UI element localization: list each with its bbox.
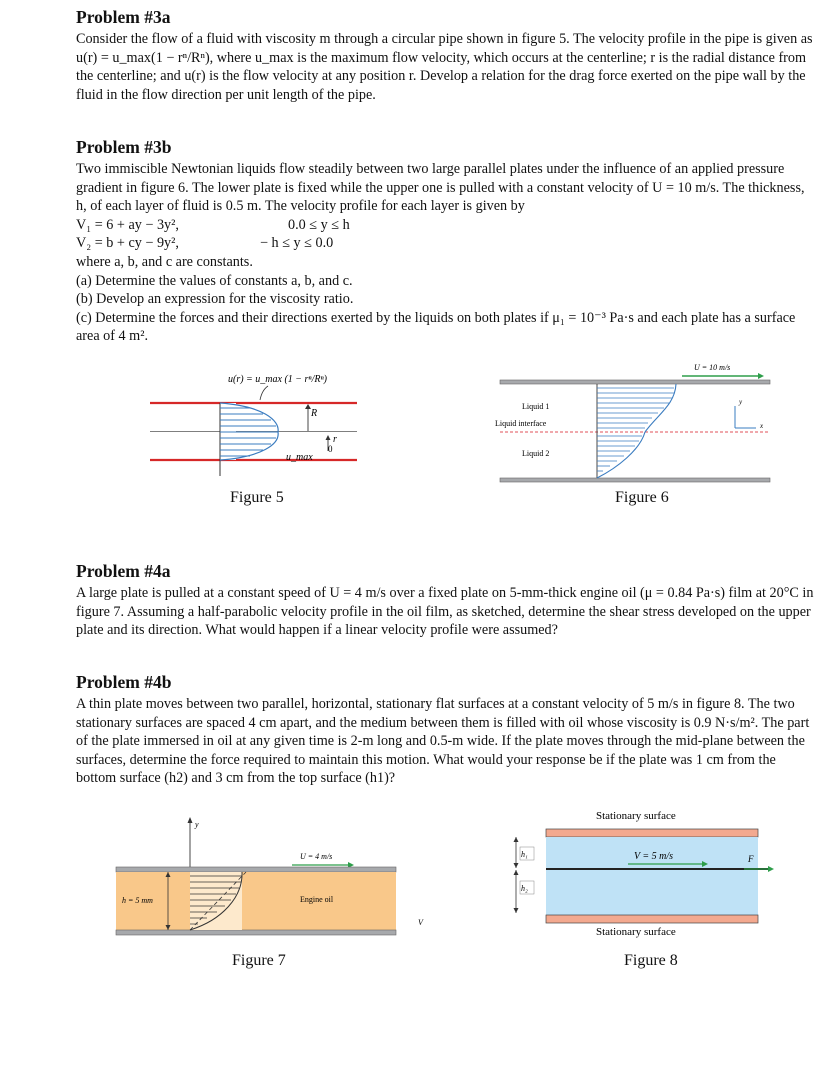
velocity-arrowhead [758,373,764,379]
problem-4b-body: A thin plate moves between two parallel, horizontal, stationary flat surfaces at a constant velocity of 5 m/s in figure 8. The two stationary surfaces are spaced 4 cm apart, and the medium between them is filled with oil whose viscosity is 0.9 N·s/m². The part of the plate immersed in oil at any given time is 2-m long and 0.5-m wide. If the plate moves through the mid-plane between the surfaces, determine the force required to maintain this motion. What would your response be if the plate was 1 cm from the bottom surface (h2) and 3 cm from the top surface (h1)? [76,696,810,787]
figure-6-caption: Figure 6 [615,489,669,506]
label-h2: h₂ [521,884,528,893]
label-R: R [311,408,318,419]
figure-5-pipe-diagram [150,360,380,490]
equation-2-range: − h ≤ y ≤ 0.0 [260,235,334,252]
y-axis-arrowhead [188,817,193,823]
label-zero: 0 [328,444,333,454]
label-r: r [333,434,337,445]
question-a: (a) Determine the values of constants a, b, and c. [76,272,353,289]
liquid-1-label: Liquid 1 [522,402,550,411]
axis-x-label: x [760,422,764,430]
equation-1 [76,216,816,235]
figure-6-velocity-label: U = 10 m/s [694,363,731,372]
profile-region [190,872,242,930]
upper-moving-plate [500,380,770,384]
figure-7-oil-film-diagram [112,812,432,942]
force-label: F [748,854,754,864]
label-h1: h₁ [521,850,528,859]
upper-profile-arrows [597,388,674,428]
figure-8-caption: Figure 8 [624,952,678,969]
problem-3b-body: Two immiscible Newtonian liquids flow steadily between two large parallel plates under the influence of an applied pressure gradient in figure 6. The lower plate is fixed while the upper one is pulled with a constant velocity of U = 10 m/s. The thickness, h, of each layer of fluid is 0.5 m. The velocity profile for each layer is given by [76,161,805,215]
axis-y-label: y [195,820,199,829]
formula-leader-line [260,386,268,400]
constants-note: where a, b, and c are constants. [76,253,253,270]
equation-1-range: 0.0 ≤ y ≤ h [288,216,350,233]
force-arrowhead [768,866,774,872]
h1-arrowhead-top [514,837,519,842]
equation-2 [76,234,816,253]
lower-fixed-plate [500,478,770,482]
h2-arrowhead-bottom [514,908,519,913]
upper-moving-plate [116,867,396,872]
axis-y-label: y [739,398,743,406]
equation-2-expr: V₂ = b + cy − 9y², [76,235,179,252]
problem-3b-title: Problem #3b [76,137,172,157]
figure-8-thin-plate-diagram [508,805,788,945]
plate-velocity-label: V = 5 m/s [634,851,674,862]
profile-baseline-gap [220,403,236,460]
thickness-label: h = 5 mm [122,896,153,905]
figure-5-formula: u(r) = u_max (1 − rⁿ/Rⁿ) [228,374,327,385]
problem-4a-title: Problem #4a [76,561,171,581]
problem-4b-title: Problem #4b [76,672,172,692]
label-V: V [418,918,423,927]
question-b: (b) Develop an expression for the viscosity ratio. [76,291,354,308]
engine-oil-film [116,872,396,930]
equation-1-expr: V₁ = 6 + ay − 3y², [76,216,179,233]
oil-layer [546,837,758,915]
question-c: (c) Determine the forces and their directions exerted by the liquids on both plates if μ₁ = 10⁻³ Pa·s and each plate has a surface area of 4 m². [76,309,796,345]
lower-profile-curve [597,432,645,478]
top-surface-label: Stationary surface [596,810,676,822]
figure-5-caption: Figure 5 [230,489,284,506]
problem-4a-body: A large plate is pulled at a constant speed of U = 4 m/s over a fixed plate on 5-mm-thick engine oil (μ = 0.84 Pa·s) film at 20°C in figure 7. Assuming a half-parabolic velocity profile in the oil film, as sketched, determine the shear stress developed on the upper plate and its direction. What would happen if a linear velocity profile were assumed? [76,585,814,639]
h1-arrowhead-bottom [514,863,519,868]
top-stationary-surface [546,829,758,837]
bottom-stationary-surface [546,915,758,923]
label-umax: u_max [286,452,313,463]
lower-fixed-plate [116,930,396,935]
upper-plate-velocity-label: U = 4 m/s [300,852,333,861]
interface-label: Liquid interface [495,419,547,428]
figure-6-two-liquid-diagram [492,360,782,490]
h2-arrowhead-top [514,870,519,875]
problem-3b [76,136,816,346]
engine-oil-label: Engine oil [300,895,334,904]
bottom-surface-label: Stationary surface [596,926,676,938]
figure-7-caption: Figure 7 [232,952,286,969]
radial-r-arrowhead [326,435,331,440]
liquid-2-label: Liquid 2 [522,449,550,458]
problem-4a [76,560,816,640]
problem-3a-title: Problem #3a [76,7,171,27]
problem-3a [76,6,816,104]
lower-profile-arrows [597,436,642,471]
problem-3a-body: Consider the flow of a fluid with viscosity m through a circular pipe shown in figure 5. The velocity profile in the pipe is given as u(r) = u_max(1 − rⁿ/Rⁿ), where u_max is the maximum flow velocity, which occurs at the centerline; r is the radial distance from the centerline; and u(r) is the flow velocity at any position r. Develop a relation for the drag force exerted on the pipe wall by the fluid in the flow direction per unit length of the pipe. [76,31,813,103]
problem-4b [76,671,816,788]
